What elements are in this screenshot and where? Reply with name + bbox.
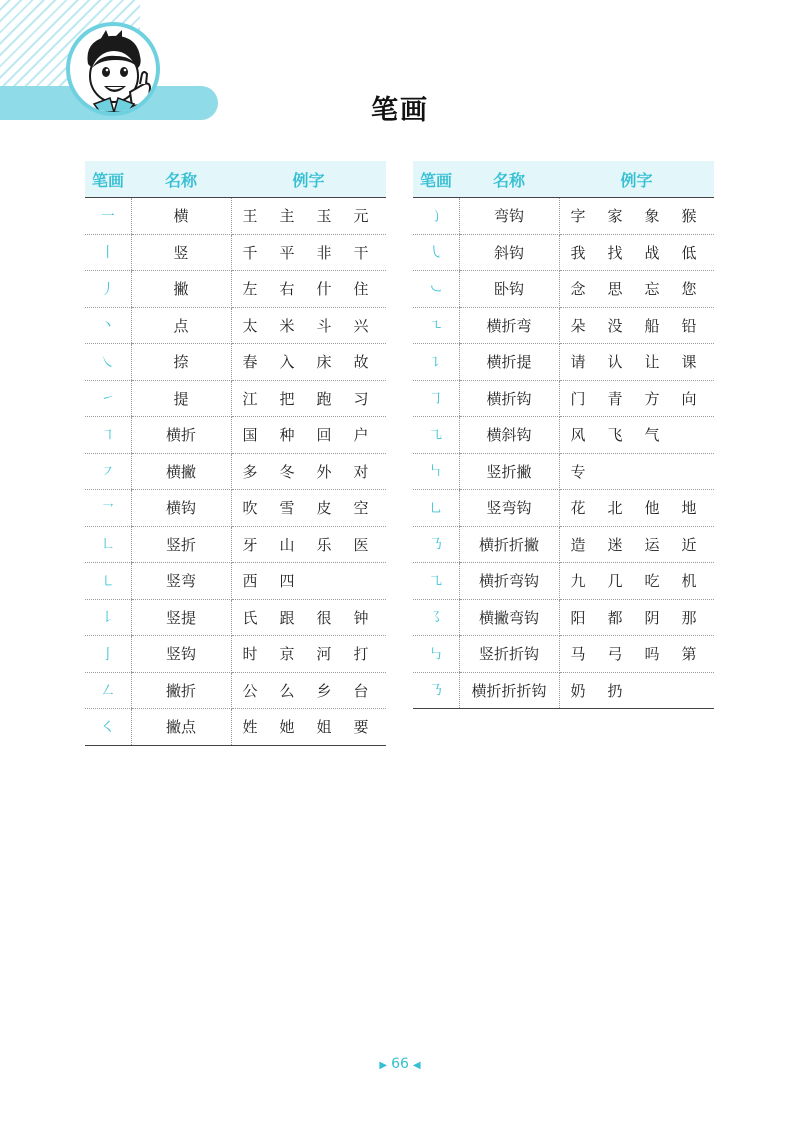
example-character: 门 [570, 389, 586, 408]
example-character: 念 [570, 280, 586, 299]
table-row [85, 234, 386, 271]
example-character: 乡 [316, 681, 332, 700]
stroke-glyph: ㇍ [428, 318, 443, 335]
example-character: 皮 [316, 499, 332, 518]
stroke-glyph: ㇁ [428, 208, 443, 225]
example-character: 低 [681, 243, 697, 262]
stroke-glyph: ㇡ [428, 537, 443, 554]
table-row [85, 599, 386, 636]
stroke-glyph: 丶 [100, 318, 115, 335]
example-character: 北 [607, 499, 623, 518]
stroke-glyph: ㇉ [428, 646, 443, 663]
table-row [413, 234, 714, 271]
stroke-name: 斜钩 [459, 234, 559, 271]
header-examples: 例字 [559, 161, 714, 198]
example-characters [231, 672, 386, 709]
example-character: 姓 [242, 718, 258, 737]
header-stroke: 笔画 [85, 161, 131, 198]
stroke-glyph: ㇖ [100, 500, 115, 517]
stroke-name: 撇折 [131, 672, 231, 709]
example-character: 钟 [353, 608, 369, 627]
stroke-name: 竖弯 [131, 563, 231, 600]
example-character: 没 [607, 316, 623, 335]
table-row [85, 453, 386, 490]
stroke-glyph: ㇙ [100, 610, 115, 627]
example-characters [231, 307, 386, 344]
example-character: 忘 [644, 280, 660, 299]
table-row [85, 709, 386, 746]
stroke-glyph: 丨 [100, 245, 115, 262]
stroke-table-left [85, 161, 386, 746]
stroke-glyph: ㇃ [428, 281, 443, 298]
stroke-name: 横斜钩 [459, 417, 559, 454]
stroke-glyph: 丿 [100, 281, 115, 298]
example-characters [231, 198, 386, 235]
stroke-glyph: ㇟ [428, 500, 443, 517]
stroke-name: 横折弯 [459, 307, 559, 344]
example-character: 多 [242, 462, 258, 481]
example-character: 字 [570, 207, 586, 226]
example-character: 方 [644, 389, 660, 408]
table-row [85, 636, 386, 673]
example-character: 要 [353, 718, 369, 737]
table-row [413, 417, 714, 454]
table-row [85, 198, 386, 235]
example-characters [559, 307, 714, 344]
example-characters [231, 453, 386, 490]
table-row [413, 672, 714, 709]
table-row [413, 636, 714, 673]
stroke-name: 竖折折钩 [459, 636, 559, 673]
stroke-name: 捺 [131, 344, 231, 381]
table-row [85, 672, 386, 709]
example-character: 冬 [279, 462, 295, 481]
example-character: 春 [242, 353, 258, 372]
example-characters [559, 344, 714, 381]
example-character: 我 [570, 243, 586, 262]
stroke-name: 横撇 [131, 453, 231, 490]
table-row [413, 198, 714, 235]
example-character: 马 [570, 645, 586, 664]
example-character: 空 [353, 499, 369, 518]
example-character: 请 [570, 353, 586, 372]
example-character: 朵 [570, 316, 586, 335]
example-character: 战 [644, 243, 660, 262]
stroke-name: 竖折撇 [459, 453, 559, 490]
example-character: 那 [681, 608, 697, 627]
example-character: 造 [570, 535, 586, 554]
example-character: 非 [316, 243, 332, 262]
table-row [413, 380, 714, 417]
example-character: 认 [607, 353, 623, 372]
example-characters [231, 709, 386, 746]
example-character: 都 [607, 608, 623, 627]
stroke-glyph: ㇊ [428, 354, 443, 371]
example-character: 雪 [279, 499, 295, 518]
example-character: 跑 [316, 389, 332, 408]
right-chevron-icon: ▶ [379, 1060, 388, 1071]
example-characters [559, 234, 714, 271]
stroke-glyph: ㇏ [100, 354, 115, 371]
stroke-glyph: ㇛ [100, 719, 115, 736]
example-character: 千 [242, 243, 258, 262]
example-characters [231, 271, 386, 308]
example-character: 姐 [316, 718, 332, 737]
stroke-name: 横撇弯钩 [459, 599, 559, 636]
example-character: 右 [279, 280, 295, 299]
example-character: 把 [279, 389, 295, 408]
table-row [85, 417, 386, 454]
stroke-glyph: ㇗ [100, 537, 115, 554]
example-character: 他 [644, 499, 660, 518]
example-character: 时 [242, 645, 258, 664]
example-character: 飞 [607, 426, 623, 445]
example-character: 乐 [316, 535, 332, 554]
table-row [413, 344, 714, 381]
example-character: 医 [353, 535, 369, 554]
example-character: 风 [570, 426, 586, 445]
table-row [85, 271, 386, 308]
stroke-name: 弯钩 [459, 198, 559, 235]
example-character: 干 [353, 243, 369, 262]
example-character: 弓 [607, 645, 623, 664]
example-characters [231, 599, 386, 636]
header-name: 名称 [459, 161, 559, 198]
example-characters [559, 636, 714, 673]
example-character: 回 [316, 426, 332, 445]
example-characters [559, 198, 714, 235]
example-character: 主 [279, 207, 295, 226]
example-character: 玉 [316, 207, 332, 226]
example-character: 气 [644, 426, 660, 445]
stroke-glyph: ㇄ [100, 573, 115, 590]
stroke-name: 横 [131, 198, 231, 235]
stroke-table-right [413, 161, 714, 709]
stroke-glyph: ㇀ [100, 391, 115, 408]
header-name: 名称 [131, 161, 231, 198]
example-character: 吗 [644, 645, 660, 664]
stroke-name: 横折钩 [459, 380, 559, 417]
example-characters [559, 599, 714, 636]
example-character: 很 [316, 608, 332, 627]
example-character: 外 [316, 462, 332, 481]
example-character: 几 [607, 572, 623, 591]
example-characters [231, 636, 386, 673]
table-row [85, 526, 386, 563]
stroke-glyph: ㇡ [428, 683, 443, 700]
example-character: 猴 [681, 207, 697, 226]
stroke-name: 卧钩 [459, 271, 559, 308]
example-character: 江 [242, 389, 258, 408]
example-characters [231, 380, 386, 417]
example-character: 阴 [644, 608, 660, 627]
stroke-name: 提 [131, 380, 231, 417]
example-character: 牙 [242, 535, 258, 554]
example-characters [559, 417, 714, 454]
header-stroke: 笔画 [413, 161, 459, 198]
stroke-glyph: ㇂ [428, 245, 443, 262]
stroke-name: 横折折折钩 [459, 672, 559, 709]
example-character: 象 [644, 207, 660, 226]
stroke-glyph: ㇇ [100, 464, 115, 481]
example-character: 故 [353, 353, 369, 372]
example-character: 山 [279, 535, 295, 554]
example-character: 西 [242, 572, 258, 591]
example-character: 迷 [607, 535, 623, 554]
example-character: 让 [644, 353, 660, 372]
example-character: 地 [681, 499, 697, 518]
example-character: 向 [681, 389, 697, 408]
example-character: 花 [570, 499, 586, 518]
page-number: 66 [391, 1056, 409, 1072]
left-chevron-icon: ◀ [412, 1060, 421, 1071]
stroke-glyph: ㇕ [100, 427, 115, 444]
example-characters [231, 417, 386, 454]
example-character: 么 [279, 681, 295, 700]
example-character: 户 [353, 426, 369, 445]
table-row [85, 490, 386, 527]
stroke-name: 竖折 [131, 526, 231, 563]
example-characters [559, 672, 714, 709]
example-character: 兴 [353, 316, 369, 335]
page-footer [0, 1056, 800, 1072]
stroke-glyph: ㇆ [428, 391, 443, 408]
stroke-name: 竖弯钩 [459, 490, 559, 527]
stroke-name: 竖钩 [131, 636, 231, 673]
example-character: 机 [681, 572, 697, 591]
example-characters [231, 563, 386, 600]
stroke-glyph: ㇌ [428, 610, 443, 627]
example-character: 京 [279, 645, 295, 664]
example-characters [231, 490, 386, 527]
example-character: 运 [644, 535, 660, 554]
example-characters [231, 526, 386, 563]
example-character: 公 [242, 681, 258, 700]
example-character: 住 [353, 280, 369, 299]
example-character: 奶 [570, 681, 586, 700]
table-row [413, 563, 714, 600]
stroke-glyph: 一 [100, 208, 115, 225]
example-character: 什 [316, 280, 332, 299]
example-characters [559, 271, 714, 308]
example-characters [559, 526, 714, 563]
example-character: 斗 [316, 316, 332, 335]
example-characters [559, 380, 714, 417]
example-character: 吃 [644, 572, 660, 591]
example-character: 国 [242, 426, 258, 445]
table-row [413, 271, 714, 308]
example-characters [231, 234, 386, 271]
stroke-name: 横折 [131, 417, 231, 454]
stroke-name: 竖提 [131, 599, 231, 636]
stroke-glyph: ㇈ [428, 573, 443, 590]
example-character: 王 [242, 207, 258, 226]
example-character: 她 [279, 718, 295, 737]
example-character: 跟 [279, 608, 295, 627]
stroke-name: 撇点 [131, 709, 231, 746]
example-characters [231, 344, 386, 381]
table-row [413, 490, 714, 527]
stroke-glyph: ㇈ [428, 427, 443, 444]
example-character: 专 [570, 462, 586, 481]
table-row [413, 526, 714, 563]
example-character: 您 [681, 280, 697, 299]
example-character: 四 [279, 572, 295, 591]
stroke-name: 竖 [131, 234, 231, 271]
example-character: 氏 [242, 608, 258, 627]
stroke-name: 点 [131, 307, 231, 344]
example-character: 船 [644, 316, 660, 335]
example-character: 打 [353, 645, 369, 664]
example-character: 思 [607, 280, 623, 299]
example-character: 河 [316, 645, 332, 664]
example-character: 左 [242, 280, 258, 299]
table-row [85, 344, 386, 381]
table-row [413, 599, 714, 636]
example-character: 种 [279, 426, 295, 445]
example-character: 对 [353, 462, 369, 481]
example-character: 米 [279, 316, 295, 335]
example-character: 近 [681, 535, 697, 554]
table-row [85, 380, 386, 417]
example-character: 床 [316, 353, 332, 372]
table-row [413, 453, 714, 490]
example-character: 找 [607, 243, 623, 262]
example-characters [559, 453, 714, 490]
example-character: 家 [607, 207, 623, 226]
example-character: 习 [353, 389, 369, 408]
example-characters [559, 563, 714, 600]
stroke-name: 横钩 [131, 490, 231, 527]
header-examples: 例字 [231, 161, 386, 198]
example-character: 第 [681, 645, 697, 664]
example-characters [559, 490, 714, 527]
stroke-name: 撇 [131, 271, 231, 308]
example-character: 元 [353, 207, 369, 226]
example-character: 青 [607, 389, 623, 408]
example-character: 扔 [607, 681, 623, 700]
example-character: 阳 [570, 608, 586, 627]
stroke-glyph: ㇜ [100, 683, 115, 700]
stroke-name: 横折弯钩 [459, 563, 559, 600]
example-character: 太 [242, 316, 258, 335]
table-row [413, 307, 714, 344]
stroke-glyph: 亅 [100, 646, 115, 663]
stroke-name: 横折提 [459, 344, 559, 381]
example-character: 铅 [681, 316, 697, 335]
example-character: 入 [279, 353, 295, 372]
example-character: 九 [570, 572, 586, 591]
table-row [85, 563, 386, 600]
example-character: 平 [279, 243, 295, 262]
example-character: 吹 [242, 499, 258, 518]
stroke-glyph: ㇞ [428, 464, 443, 481]
page-title: 笔画 [371, 95, 429, 126]
example-character: 课 [681, 353, 697, 372]
stroke-name: 横折折撇 [459, 526, 559, 563]
table-row [85, 307, 386, 344]
example-character: 台 [353, 681, 369, 700]
